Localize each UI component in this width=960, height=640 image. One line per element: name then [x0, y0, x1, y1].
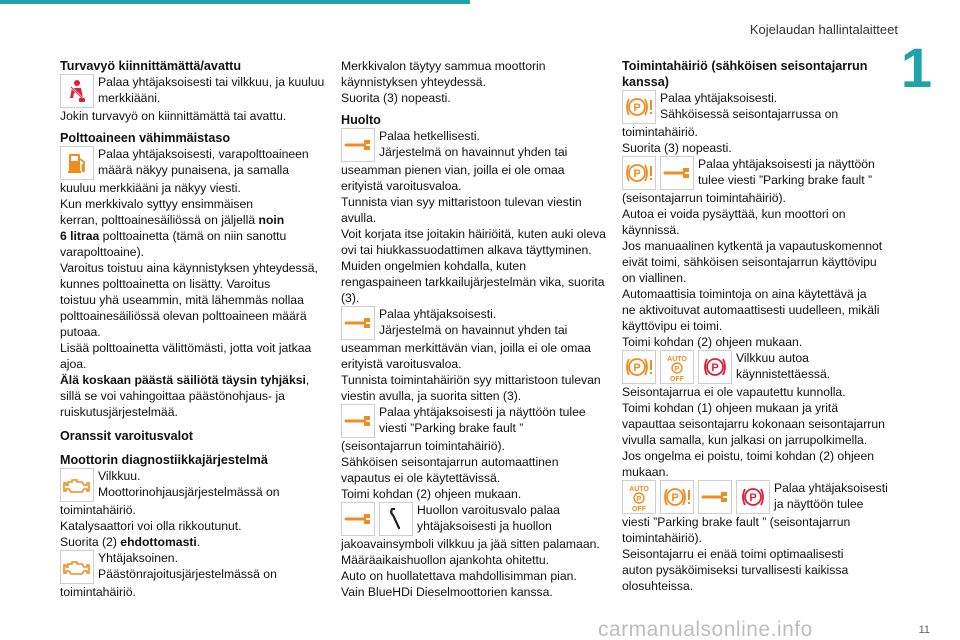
- fuel-text-bold: noin: [258, 213, 285, 227]
- chapter-number: 1: [900, 36, 932, 99]
- service-text-line: Auto on huollatettava mahdollisimman pian.: [341, 569, 577, 583]
- service-warning-row: [341, 128, 607, 162]
- engine-text-bold: ehdottomasti: [120, 535, 197, 549]
- brake-icon-group-3: [622, 480, 770, 514]
- svg-text:P: P: [674, 366, 680, 373]
- brake-text-line: eivät toimi, sähköisen seisontajarrun käyttövipu: [622, 255, 877, 269]
- header-accent-bar: [0, 0, 470, 4]
- section-title: Kojelaudan hallintalaitteet: [749, 22, 898, 37]
- engine-text-line: toimintahäiriö.: [60, 585, 136, 599]
- svg-text:P: P: [671, 492, 679, 504]
- column-3: [622, 58, 890, 594]
- parking-brake-icon: [698, 350, 732, 384]
- fuel-text-line: varapolttoaine).: [60, 245, 145, 259]
- brake-text-line: Palaa yhtäjaksoisesti ja näyttöön: [698, 157, 875, 171]
- service-text-line: Järjestelmä on havainnut yhden tai: [379, 323, 568, 337]
- fuel-text-span: ,: [305, 373, 310, 387]
- fuel-pump-icon: [60, 146, 94, 180]
- service-text-line: viestin avulla, ja suorita sitten (3).: [341, 389, 522, 403]
- seatbelt-note: Jokin turvavyö on kiinnittämättä tai avattu.: [60, 109, 287, 123]
- brake-text-line: Sähköisessä seisontajarrussa on: [660, 107, 839, 121]
- fuel-text-line: polttoainesäiliössä olevan polttoaineen määrä: [60, 309, 307, 323]
- service-text-line: useamman merkittävän vian, joilla ei ole omaa: [341, 341, 591, 355]
- engine-text-line: [60, 534, 328, 550]
- fuel-text-line: Lisää polttoainetta välittömästi, jotta voit jatkaa: [60, 341, 312, 355]
- seatbelt-heading: Turvavyö kiinnittämättä/avattu: [60, 59, 242, 73]
- service-text-line: useamman pienen vian, joilla ei ole omaa: [341, 163, 565, 177]
- intro-text-line: käynnistyksen yhteydessä.: [341, 75, 486, 89]
- service-text-line: Palaa yhtäjaksoisesti ja näyttöön tulee: [379, 405, 586, 419]
- brake-text-line: Autoa ei voida pysäyttää, kun moottori on: [622, 207, 846, 221]
- service-text-line: Palaa hetkellisesti.: [379, 129, 480, 143]
- engine-text-line: Moottorinohjausjärjestelmässä on: [98, 485, 280, 499]
- fuel-text-line: Kun merkkivalo syttyy ensimmäisen: [60, 197, 254, 211]
- svg-text:P: P: [711, 362, 719, 374]
- brake-text-line: Seisontajarru ei enää toimi optimaalisesti: [622, 547, 844, 561]
- service-text-line: yhtäjaksoisesti ja huollon: [417, 519, 552, 533]
- auto-off-label-top: AUTO: [629, 486, 649, 493]
- service-text-line: avulla.: [341, 211, 377, 225]
- service-text-line: Huollon varoitusvalo palaa: [417, 503, 560, 517]
- seatbelt-icon: [60, 74, 94, 108]
- wrench-icon: [660, 156, 694, 190]
- engine-text-line: Päästönrajoitusjärjestelmässä on: [98, 567, 277, 581]
- brake-text-line: auton pysäköimiseksi turvallisesti kaikissa: [622, 563, 849, 577]
- spanner-icon: [379, 502, 413, 536]
- service-text-line: (3).: [341, 291, 360, 305]
- service-description-4: [417, 502, 607, 536]
- brake-text-line: toimintahäiriö.: [622, 125, 698, 139]
- fuel-text-line: Varoitus toistuu aina käynnistyksen yhteydessä,: [60, 261, 318, 275]
- brake-text-line: Toimi kohdan (2) ohjeen mukaan.: [622, 335, 803, 349]
- brake-text-line: käynnissä.: [622, 223, 680, 237]
- brake-text-line: ne aktivoituvat automaattisesti uudelleen, mikäli: [622, 303, 880, 317]
- service-text-line: jakoavainsymboli vilkkuu ja jää sitten palamaan.: [341, 537, 600, 551]
- fuel-text-span: polttoainetta (tämä on niin sanottu: [99, 229, 287, 243]
- service-text-line: Sähköisen seisontajarrun automaattinen: [341, 455, 559, 469]
- engine-warning-row: [60, 468, 328, 502]
- brake-text-line: Jos manuaalinen kytkentä ja vapautuskomennot: [622, 239, 883, 253]
- brake-text-line: Suorita (3) nopeasti.: [622, 141, 732, 155]
- service-text-line: viesti ”Parking brake fault ”: [379, 421, 524, 435]
- intro-text-line: Merkkivalon täytyy sammua moottorin: [341, 59, 546, 73]
- wrench-icon: [341, 306, 375, 340]
- brake-icon-group-2: [622, 350, 732, 384]
- service-warning-row-4: [341, 502, 607, 536]
- brake-text-line: ja näyttöön tulee: [774, 497, 864, 511]
- brake-text-line: Palaa yhtäjaksoisesti: [774, 481, 888, 495]
- service-text-line: (seisontajarrun toimintahäiriö).: [341, 439, 505, 453]
- auto-off-label-bottom: OFF: [632, 506, 646, 512]
- service-heading: Huolto: [341, 113, 381, 127]
- auto-off-icon: [660, 350, 694, 384]
- service-text-line: rengaspaineen tarkkailujärjestelmän vika, suorita: [341, 275, 605, 289]
- brake-text-line: olosuhteissa.: [622, 579, 694, 593]
- fuel-heading: Polttoaineen vähimmäistaso: [60, 131, 231, 145]
- fuel-text-line: putoaa.: [60, 325, 101, 339]
- wrench-icon: [698, 480, 732, 514]
- service-text-line: Järjestelmä on havainnut yhden tai: [379, 145, 568, 159]
- brake-warning-row-2: [622, 156, 890, 190]
- wrench-icon: [341, 502, 375, 536]
- brake-text-line: on viallinen.: [622, 271, 687, 285]
- fuel-text-line: sillä se voi vahingoittaa päästönohjaus- ja: [60, 389, 285, 403]
- orange-lights-heading: Oranssit varoitusvalot: [60, 429, 193, 443]
- brake-text-line: Jos ongelma ei poistu, toimi kohdan (2) ohjeen: [622, 449, 875, 463]
- watermark: carmanualsonline.info: [598, 618, 813, 640]
- service-text-line: Toimi kohdan (2) ohjeen mukaan.: [341, 487, 522, 501]
- fuel-text-bold: 6 litraa: [60, 229, 100, 243]
- engine-icon: [60, 550, 94, 584]
- brake-text-line: (seisontajarrun toimintahäiriö).: [622, 191, 786, 205]
- engine-text-line: Yhtäjaksoinen.: [98, 551, 178, 565]
- svg-text:P: P: [633, 362, 641, 374]
- service-text-line: Tunnista vian syy mittaristoon tulevan viestin: [341, 195, 582, 209]
- service-warning-row-2: [341, 306, 607, 340]
- service-text-line: Tunnista toimintahäiriön syy mittaristoon tulevan: [341, 373, 601, 387]
- fuel-warning-row: [60, 146, 328, 180]
- service-text-line: erityistä varoitusvaloa.: [341, 357, 462, 371]
- engine-warning-row-2: [60, 550, 328, 584]
- parking-brake-warning-icon: [660, 480, 694, 514]
- brake-description: [660, 90, 890, 124]
- seatbelt-description: Palaa yhtäjaksoisesti tai vilkkuu, ja kuuluu merkkiääni.: [98, 75, 325, 105]
- engine-description-2: [98, 550, 328, 584]
- engine-description: [98, 468, 328, 502]
- intro-text-line: Suorita (3) nopeasti.: [341, 91, 451, 105]
- svg-text:P: P: [636, 496, 642, 503]
- brake-description-4: [774, 480, 890, 514]
- engine-heading: Moottorin diagnostiikkajärjestelmä: [60, 453, 268, 467]
- parking-brake-warning-icon: [622, 350, 656, 384]
- svg-text:P: P: [749, 492, 757, 504]
- service-description-2: [379, 306, 607, 340]
- auto-off-label-bottom: OFF: [670, 376, 684, 382]
- brake-text-line: vapauttaa seisontajarru kokonaan seisontajarrun: [622, 417, 885, 431]
- brake-text-line: Vilkkuu autoa: [736, 351, 809, 365]
- engine-text-span: Suorita (2): [60, 535, 121, 549]
- parking-brake-warning-icon: [622, 156, 656, 190]
- engine-text-span: .: [196, 535, 201, 549]
- brake-text-line: tulee viesti ”Parking brake fault ”: [698, 173, 873, 187]
- service-icon-group: [341, 502, 413, 536]
- brake-text-line: toimintahäiriö).: [622, 531, 702, 545]
- page-number: 11: [918, 624, 930, 636]
- service-text-line: Vain BlueHDi Dieselmoottorien kanssa.: [341, 585, 553, 599]
- fuel-text-line: [60, 212, 328, 228]
- service-text-line: erityistä varoitusvaloa.: [341, 179, 462, 193]
- brake-text-line: vivulla samalla, kun jalkasi on jarrupolkimella.: [622, 433, 868, 447]
- service-text-line: vapautus ei ole käytettävissä.: [341, 471, 501, 485]
- column-1: [60, 58, 328, 600]
- brake-text-line: mukaan.: [622, 465, 669, 479]
- fuel-text-line: kunnes polttoainetta on lisätty. Varoitus: [60, 277, 271, 291]
- brake-warning-row: [622, 90, 890, 124]
- brake-warning-row-3: [622, 350, 890, 384]
- seatbelt-warning-row: [60, 74, 328, 108]
- brake-heading: Toimintahäiriö (sähköisen seisontajarrun kanssa): [622, 59, 868, 89]
- brake-warning-row-4: [622, 480, 890, 514]
- brake-text-line: Toimi kohdan (1) ohjeen mukaan ja yritä: [622, 401, 839, 415]
- svg-text:P: P: [633, 102, 641, 114]
- svg-text:P: P: [633, 168, 641, 180]
- brake-text-line: käyttövipu ei toimi.: [622, 319, 723, 333]
- service-text-line: Voit korjata itse joitakin häiriöitä, kuten auki oleva: [341, 227, 606, 241]
- wrench-icon: [341, 404, 375, 438]
- service-text-line: ovi tai hiukkassuodattimen alkava täyttyminen.: [341, 243, 592, 257]
- brake-text-line: Automaattisia toimintoja on aina käytettävä ja: [622, 287, 867, 301]
- auto-off-icon: [622, 480, 656, 514]
- fuel-text-bold: Älä koskaan päästä säiliötä täysin tyhjäksi: [60, 373, 306, 387]
- brake-text-line: Seisontajarrua ei ole vapautettu kunnolla.: [622, 385, 846, 399]
- service-warning-row-3: [341, 404, 607, 438]
- fuel-text-line: toistuu yhä useammin, mitä lähemmäs nollaa: [60, 293, 304, 307]
- fuel-text-line: [60, 228, 328, 244]
- service-text-line: Määräaikaishuollon ajankohta ohitettu.: [341, 553, 550, 567]
- service-description: [379, 128, 607, 162]
- brake-text-line: käynnistettäessä.: [736, 367, 831, 381]
- fuel-text-span: kerran, polttoainesäiliössä on jäljellä: [60, 213, 259, 227]
- fuel-text-line: kuuluu merkkiääni ja näkyy viesti.: [60, 181, 241, 195]
- brake-icon-group: [622, 156, 694, 190]
- fuel-text-line: ajoa.: [60, 357, 87, 371]
- fuel-text-line: ruiskutusjärjestelmää.: [60, 405, 178, 419]
- wrench-icon: [341, 128, 375, 162]
- column-2: [341, 58, 607, 600]
- service-text-line: Muiden ongelmien kohdalla, kuten: [341, 259, 526, 273]
- engine-text-line: Vilkkuu.: [98, 469, 141, 483]
- engine-text-line: toimintahäiriö.: [60, 503, 136, 517]
- engine-icon: [60, 468, 94, 502]
- parking-brake-icon: [736, 480, 770, 514]
- brake-text-line: viesti ”Parking brake fault ” (seisontajarrun: [622, 515, 851, 529]
- engine-text-line: Katalysaattori voi olla rikkoutunut.: [60, 519, 242, 533]
- service-description-3: [379, 404, 607, 438]
- service-text-line: Palaa yhtäjaksoisesti.: [379, 307, 497, 321]
- fuel-description: Palaa yhtäjaksoisesti, varapolttoaineen määrä näkyy punaisena, ja samalla: [98, 147, 309, 177]
- parking-brake-warning-icon: [622, 90, 656, 124]
- fuel-text-line: [60, 372, 328, 388]
- brake-text-line: Palaa yhtäjaksoisesti.: [660, 91, 778, 105]
- brake-description-3: [736, 350, 890, 384]
- brake-description-2: [698, 156, 890, 190]
- auto-off-label-top: AUTO: [667, 356, 687, 363]
